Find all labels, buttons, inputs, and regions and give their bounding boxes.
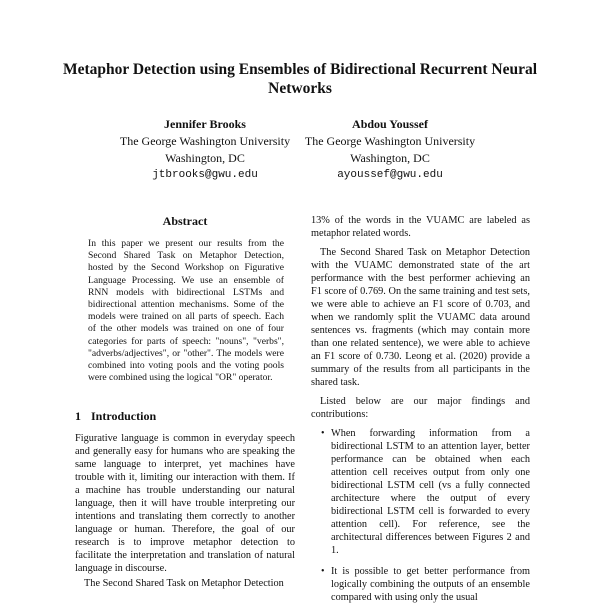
author-location: Washington, DC bbox=[165, 151, 245, 165]
findings-list bbox=[311, 427, 530, 604]
section-number: 1 bbox=[75, 409, 81, 423]
paragraph: Listed below are our major findings and contributions: bbox=[311, 396, 530, 420]
author-block bbox=[280, 116, 500, 184]
list-item-text: When forwarding information from a bidirectional LSTM to an attention layer, better performance can be obtained when each attention cell receives output from only one bidirectional LSTM cell (vs a fully connected architecture where the output of every bidirectional LSTM cell is forwarded to every attention cell). For reference, see the architectural differences between Figures 2 and 1. bbox=[331, 428, 530, 556]
intro-body bbox=[75, 432, 295, 590]
abstract-text: In this paper we present our results from the Second Shared Task on Metaphor Detection, hosted by the Second Workshop on Figurative Language Processing. We use an ensemble of RNN models with bidirectional LSTMs and bidirectional attention mechanisms. Some of the models were trained on all parts of speech. Each of the other models was trained on one of four categories for parts of speech: "nouns", "verbs", "adverbs/adjectives", or "other". The models were combined into voting pools and the voting pools were combined using the logical "OR" operator. bbox=[88, 238, 284, 384]
list-item-text: It is possible to get better performance from logically combining the outputs of an ensemble compared with using only the usual bbox=[331, 566, 530, 603]
author-affiliation: The George Washington University bbox=[304, 134, 476, 148]
author-name: Jennifer Brooks bbox=[164, 117, 246, 131]
list-item bbox=[311, 427, 530, 557]
author-affiliation: The George Washington University bbox=[119, 134, 291, 148]
paragraph: The Second Shared Task on Metaphor Detection with the VUAMC demonstrated state of the art performance with the best performer achieving an F1 score of 0.769. On the same training and test sets, we were able to achieve an F1 score of 0.703, and when we randomly split the VUAMC data around sentences vs. fragments (which may contain more than one related sentence), we were able to achieve an F1 score of 0.730. Leong et al. (2020) provide a summary of the results from all participants in the shared task. bbox=[311, 247, 530, 388]
paragraph: 13% of the words in the VUAMC are labeled as metaphor related words. bbox=[311, 215, 530, 239]
author-email[interactable]: ayoussef@gwu.edu bbox=[337, 169, 443, 181]
bullet-icon: • bbox=[321, 566, 325, 577]
section-title: Introduction bbox=[91, 409, 157, 423]
paragraph: The Second Shared Task on Metaphor Detection bbox=[84, 578, 284, 589]
section-heading bbox=[75, 409, 156, 424]
list-item bbox=[311, 565, 530, 604]
author-email[interactable]: jtbrooks@gwu.edu bbox=[152, 169, 258, 181]
author-name: Abdou Youssef bbox=[352, 117, 428, 131]
paper-title: Metaphor Detection using Ensembles of Bidirectional Recurrent Neural Networks bbox=[63, 61, 537, 97]
author-location: Washington, DC bbox=[350, 151, 430, 165]
paragraph: Figurative language is common in everyday speech and generally easy for humans who are speaking the same language to interpret, yet machines have trouble with it, limiting our interaction with them. If a machine has trouble understanding our natural language, then it will have trouble interpreting our intentions and translating them correctly to another language or human. Therefore, the goal of our research is to improve metaphor detection to facilitate the interpretation and translation of natural language in discourse. bbox=[75, 433, 295, 574]
bullet-icon: • bbox=[321, 428, 325, 439]
abstract-heading: Abstract bbox=[162, 214, 208, 228]
right-column bbox=[311, 214, 530, 612]
